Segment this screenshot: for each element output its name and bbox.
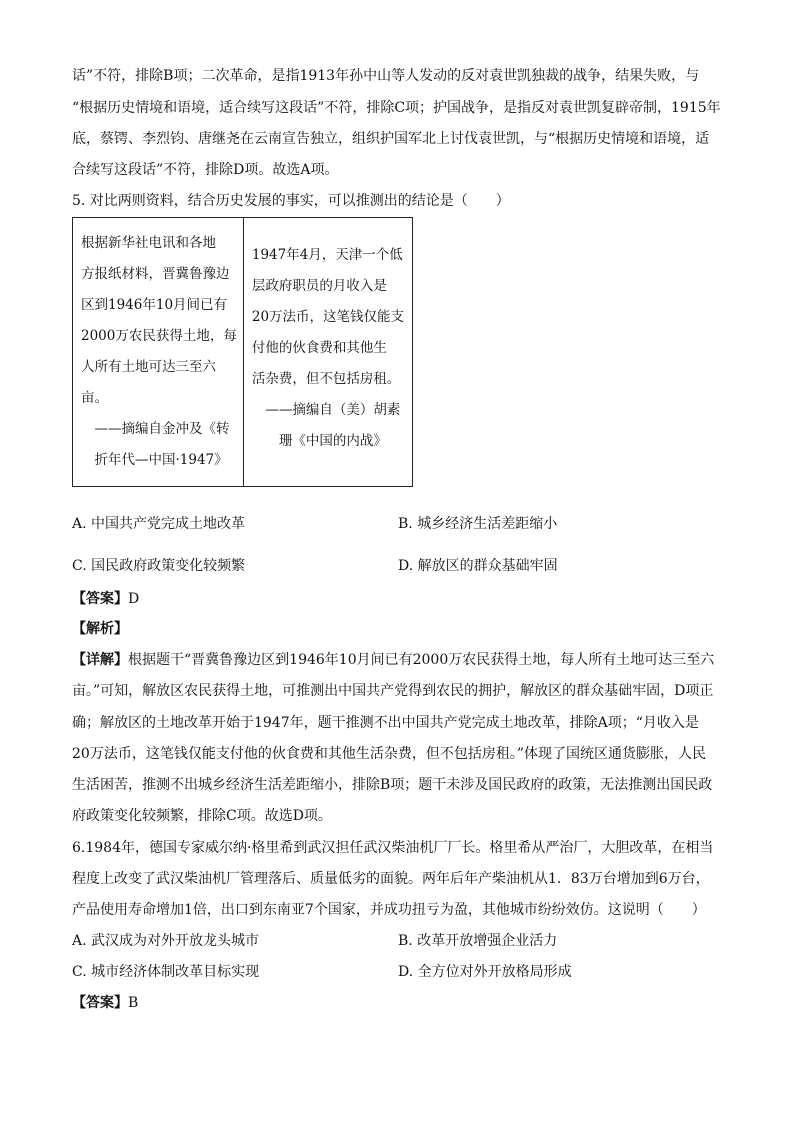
source-right-line: 20万法币，这笔钱仅能支 — [251, 309, 405, 325]
source-left-citation: ——摘编自金冲及《转 — [81, 421, 230, 437]
q5-answer-row — [72, 589, 139, 609]
source-right-citation: 珊《中国的内战》 — [251, 433, 387, 449]
source-left-line: 方报纸材料，晋冀鲁豫边 — [81, 266, 230, 282]
source-right-citation: ——摘编自（美）胡素 — [251, 402, 401, 418]
question-6-stem: 程度上改变了武汉柴油机厂管理落后、质量低劣的面貌。两年后年产柴油机从1．83万台增加到6万台， — [72, 871, 710, 887]
detail-line: 确；解放区的土地改革开始于1947年，题干推测不出中国共产党完成土地改革，排除A项；“月收入是 — [72, 715, 699, 731]
answer-tag: 【答案】 — [72, 995, 128, 1011]
analysis-line: 底，蔡锷、李烈钧、唐继尧在云南宣告独立，组织护国军北上讨伐袁世凯，与“根据历史情境和语境，适 — [72, 131, 710, 147]
analysis-tag: 【解析】 — [72, 621, 128, 637]
q6-answer-row — [72, 993, 138, 1013]
source-right-cell — [243, 218, 412, 487]
source-left-line: 人所有土地可达三至六 — [81, 359, 216, 375]
q6-option-b: B. 改革开放增强企业活力 — [398, 933, 558, 949]
source-table — [72, 217, 413, 487]
detail-line: 亩。”可知，解放区农民获得土地，可推测出中国共产党得到农民的拥护，解放区的群众基础牢固，D项正 — [72, 683, 714, 699]
q5-option-b: B. 城乡经济生活差距缩小 — [398, 516, 558, 532]
source-right-line: 层政府职员的月收入是 — [251, 278, 387, 294]
q6-option-d: D. 全方位对外开放格局形成 — [398, 964, 572, 980]
question-5-stem: 5. 对比两则资料，结合历史发展的事实，可以推测出的结论是（ ） — [72, 193, 510, 209]
detail-line: 根据题干“晋冀鲁豫边区到1946年10月间已有2000万农民获得土地，每人所有土地可达三至六 — [128, 652, 715, 668]
detail-tag: 【详解】 — [72, 652, 128, 668]
answer-value: B — [128, 995, 139, 1011]
source-left-line: 2000万农民获得土地，每 — [81, 328, 237, 344]
source-right-line: 1947年4月，天津一个低 — [251, 247, 403, 263]
source-left-line: 区到1946年10月间已有 — [81, 297, 228, 313]
answer-value: D — [128, 591, 140, 607]
q5-option-c: C. 国民政府政策变化较频繁 — [72, 558, 246, 574]
q6-option-a: A. 武汉成为对外开放龙头城市 — [72, 933, 260, 949]
source-right-line: 活杂费，但不包括房租。 — [251, 371, 401, 387]
q5-option-d: D. 解放区的群众基础牢固 — [398, 558, 558, 574]
analysis-line: 话”不符，排除B项；二次革命，是指1913年孙中山等人发动的反对袁世凯独裁的战争，结果失败，与 — [72, 68, 700, 84]
analysis-line: “根据历史情境和语境，适合续写这段话”不符，排除C项；护国战争，是指反对袁世凯复辟帝制，1915年 — [72, 100, 721, 116]
answer-tag: 【答案】 — [72, 591, 128, 607]
q5-analysis-row — [72, 619, 128, 639]
source-left-line: 根据新华社电讯和各地 — [81, 235, 216, 251]
q5-detail-row — [72, 650, 714, 670]
source-left-line: 亩。 — [81, 390, 108, 406]
source-right-line: 付他的伙食费和其他生 — [251, 340, 387, 356]
question-6-stem: 6.1984年，德国专家威尔纳·格里希到武汉担任武汉柴油机厂厂长。格里希从严治厂，大胆改革，在相当 — [72, 840, 714, 856]
q6-option-c: C. 城市经济体制改革目标实现 — [72, 964, 260, 980]
analysis-line: 合续写这段话”不符，排除D项。故选A项。 — [72, 162, 339, 178]
question-6-stem: 产品使用寿命增加1倍，出口到东南亚7个国家，并成功扭亏为盈，其他城市纷纷效仿。这说明（ ） — [72, 902, 706, 918]
source-left-citation: 折年代—中国·1947》 — [81, 452, 228, 468]
detail-line: 生活困苦，推测不出城乡经济生活差距缩小，排除B项；题干未涉及国民政府的政策，无法推测出国民政 — [72, 777, 713, 793]
detail-line: 20万法币，这笔钱仅能支付他的伙食费和其他生活杂费，但不包括房租。”体现了国统区通货膨胀，人民 — [72, 746, 706, 762]
q5-option-a: A. 中国共产党完成土地改革 — [72, 516, 246, 532]
detail-line: 府政策变化较频繁，排除C项。故选D项。 — [72, 808, 332, 824]
source-left-cell — [73, 218, 244, 487]
